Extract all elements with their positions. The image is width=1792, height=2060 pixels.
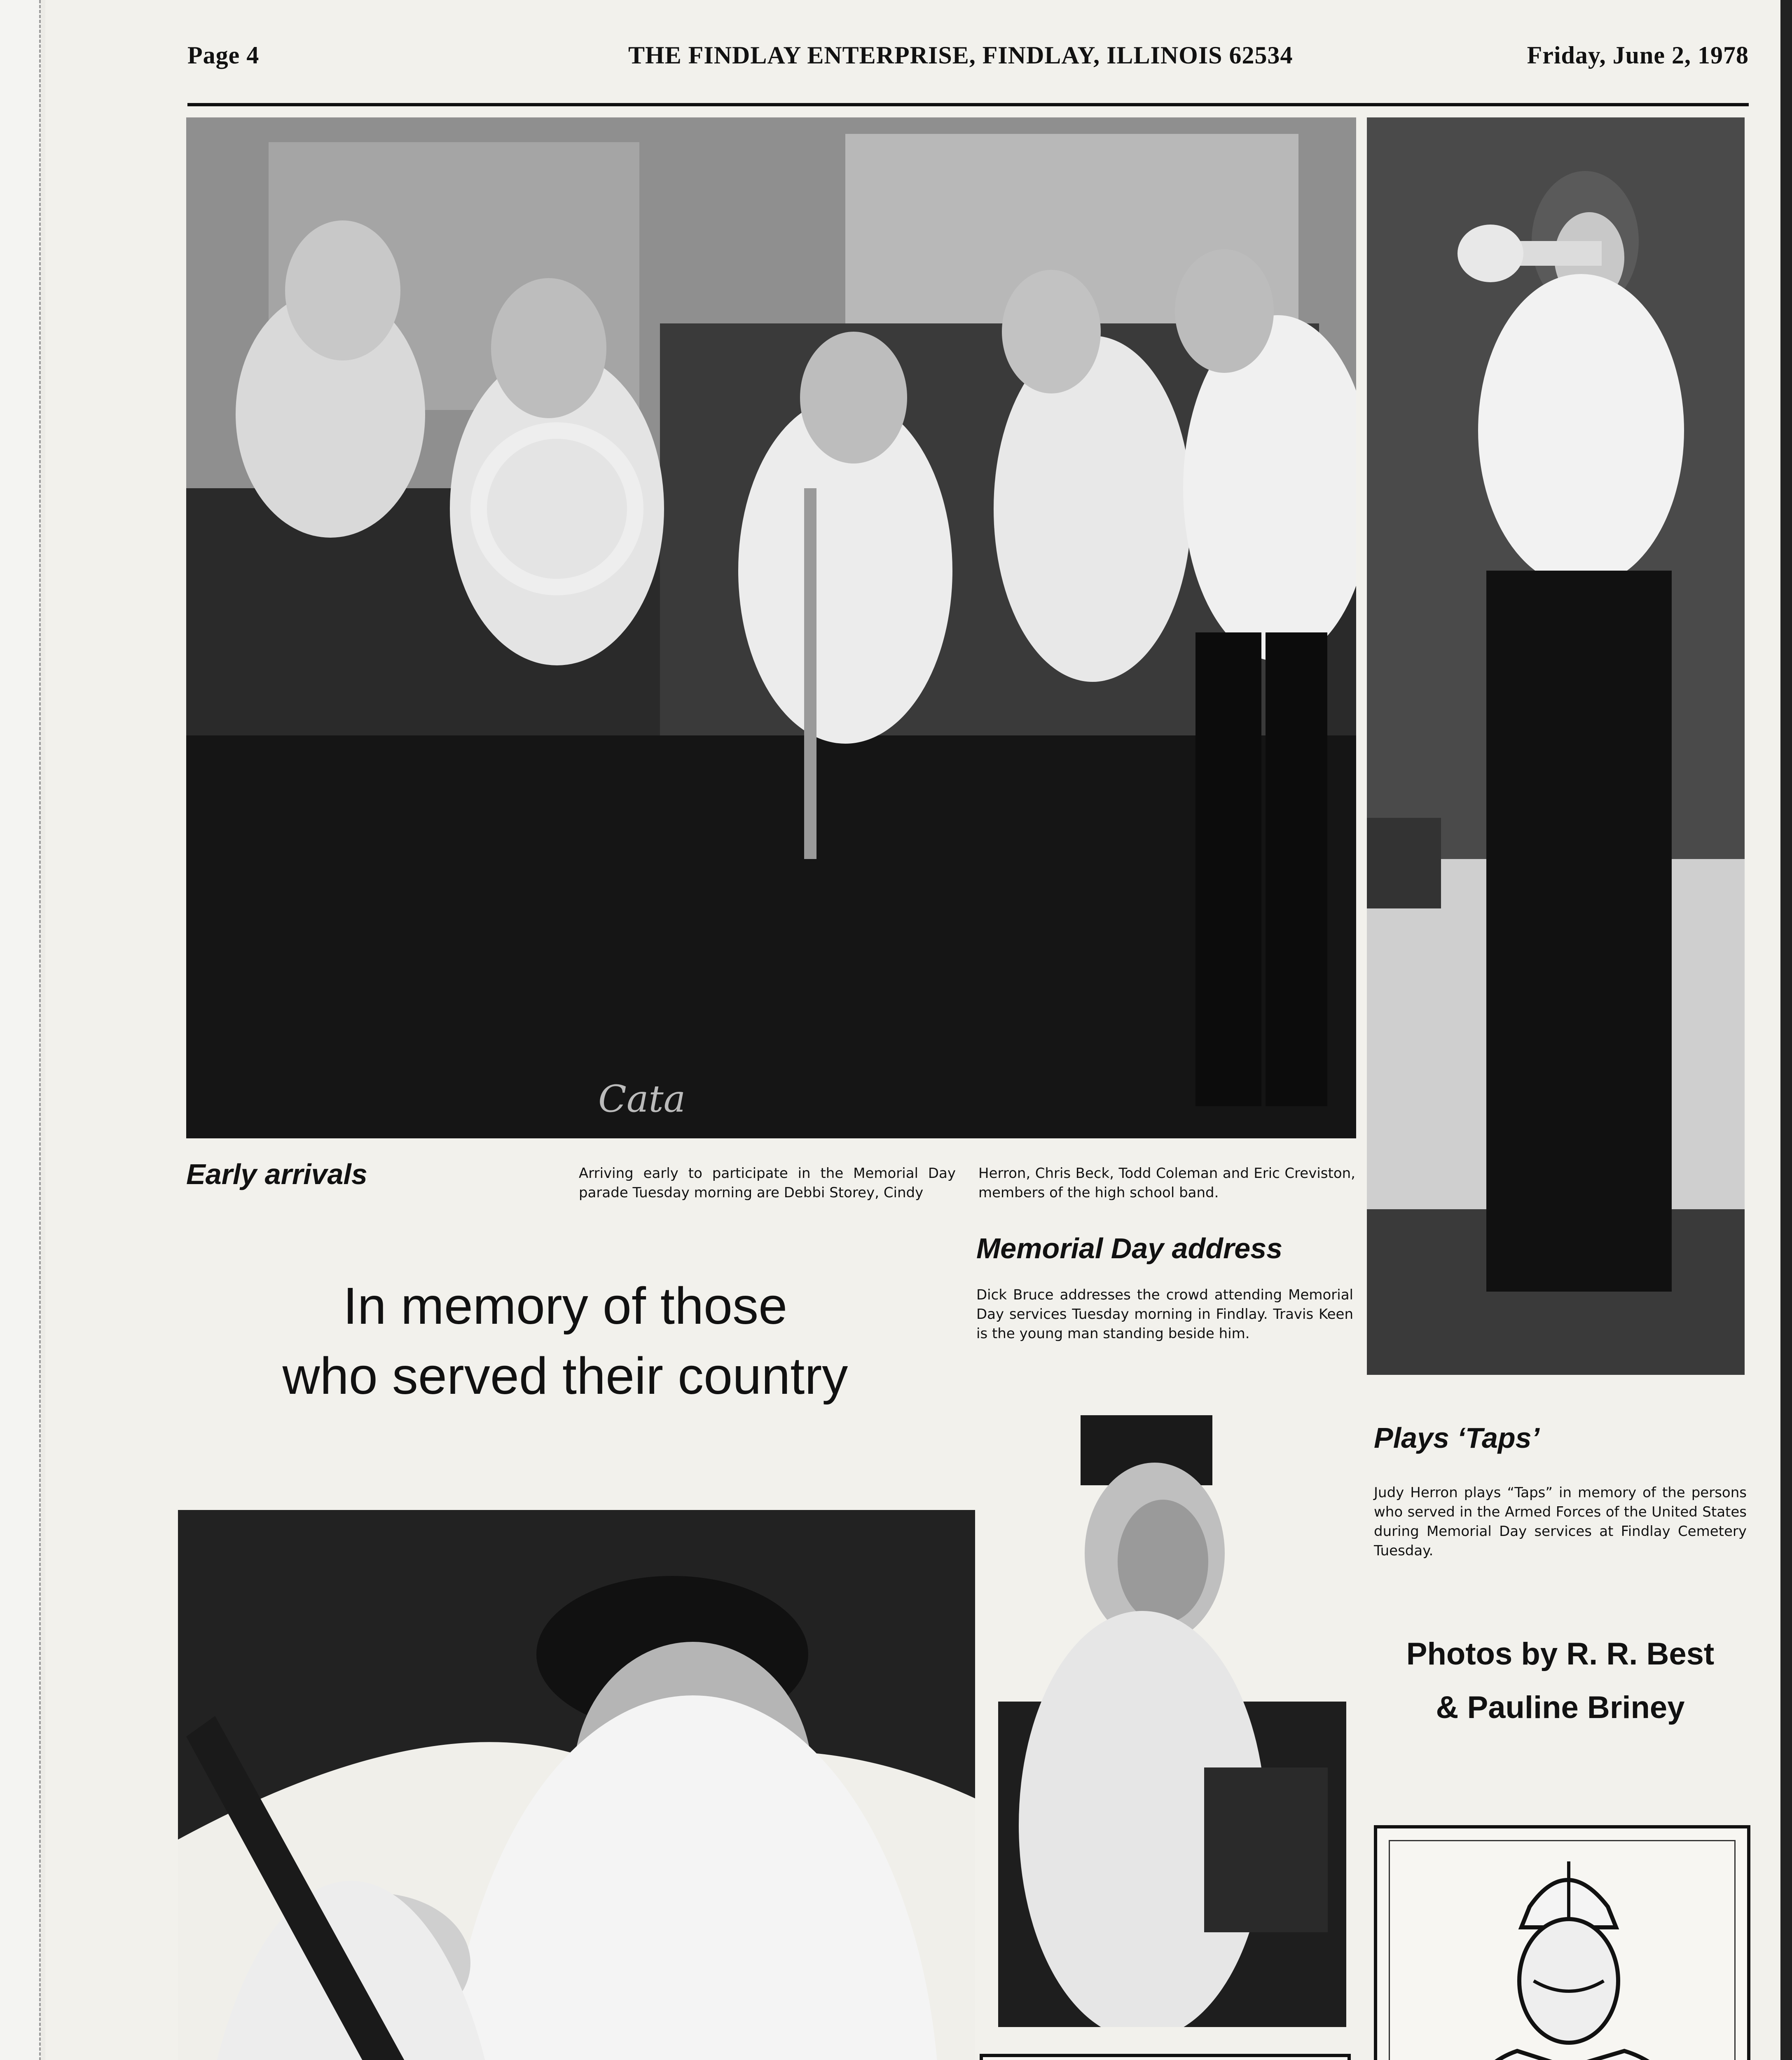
photo-plays-taps: [1367, 117, 1745, 1375]
photo-credits: [1374, 1627, 1747, 1735]
scan-left-margin: [0, 0, 41, 2060]
page-number: Page 4: [187, 42, 260, 69]
ad-state-farm: [980, 2054, 1351, 2060]
photo-memorial-day-address: [998, 1413, 1346, 2027]
masthead-rule: [187, 103, 1749, 106]
headline-line-2: who served their country: [282, 1347, 848, 1405]
kicker-early-arrivals: Early arrivals: [186, 1158, 367, 1190]
caption-memorial-day-address: Dick Bruce addresses the crowd attending Memorial Day services Tuesday morning in Findlay. Travis Keen is the young man standing beside him.: [976, 1287, 1353, 1342]
car-script-text: Cata: [598, 1077, 686, 1121]
kicker-memorial-day-address: Memorial Day address: [976, 1232, 1283, 1264]
credit-line-1: Photos by R. R. Best: [1406, 1636, 1715, 1671]
bonanza-man-illustration-icon: [1394, 1845, 1731, 2060]
caption-early-arrivals-right: Herron, Chris Beck, Todd Coleman and Eric Creviston, members of the high school band.: [978, 1165, 1355, 1201]
headline-line-1: In memory of those: [343, 1277, 788, 1335]
ad-bonanza-buildings: [1374, 1825, 1750, 2060]
caption-plays-taps: Judy Herron plays “Taps” in memory of the persons who served in the Armed Forces of the United States during Memorial Day services at Findlay Cemetery Tuesday.: [1374, 1484, 1747, 1559]
caption-early-arrivals-left: Arriving early to participate in the Memorial Day parade Tuesday morning are Debbi Storey, Cindy: [579, 1165, 956, 1201]
masthead: [187, 41, 1749, 91]
credit-line-2: & Pauline Briney: [1436, 1690, 1685, 1725]
scan-right-edge: [1780, 0, 1792, 2060]
page-headline: [186, 1271, 944, 1411]
kicker-plays-taps: Plays ‘Taps’: [1374, 1422, 1540, 1454]
photo-load-rifles: [178, 1510, 975, 2060]
photo-early-arrivals: [186, 117, 1356, 1138]
paper-name: THE FINDLAY ENTERPRISE, FINDLAY, ILLINOIS 62534: [628, 42, 1293, 69]
issue-date: Friday, June 2, 1978: [1527, 42, 1749, 69]
